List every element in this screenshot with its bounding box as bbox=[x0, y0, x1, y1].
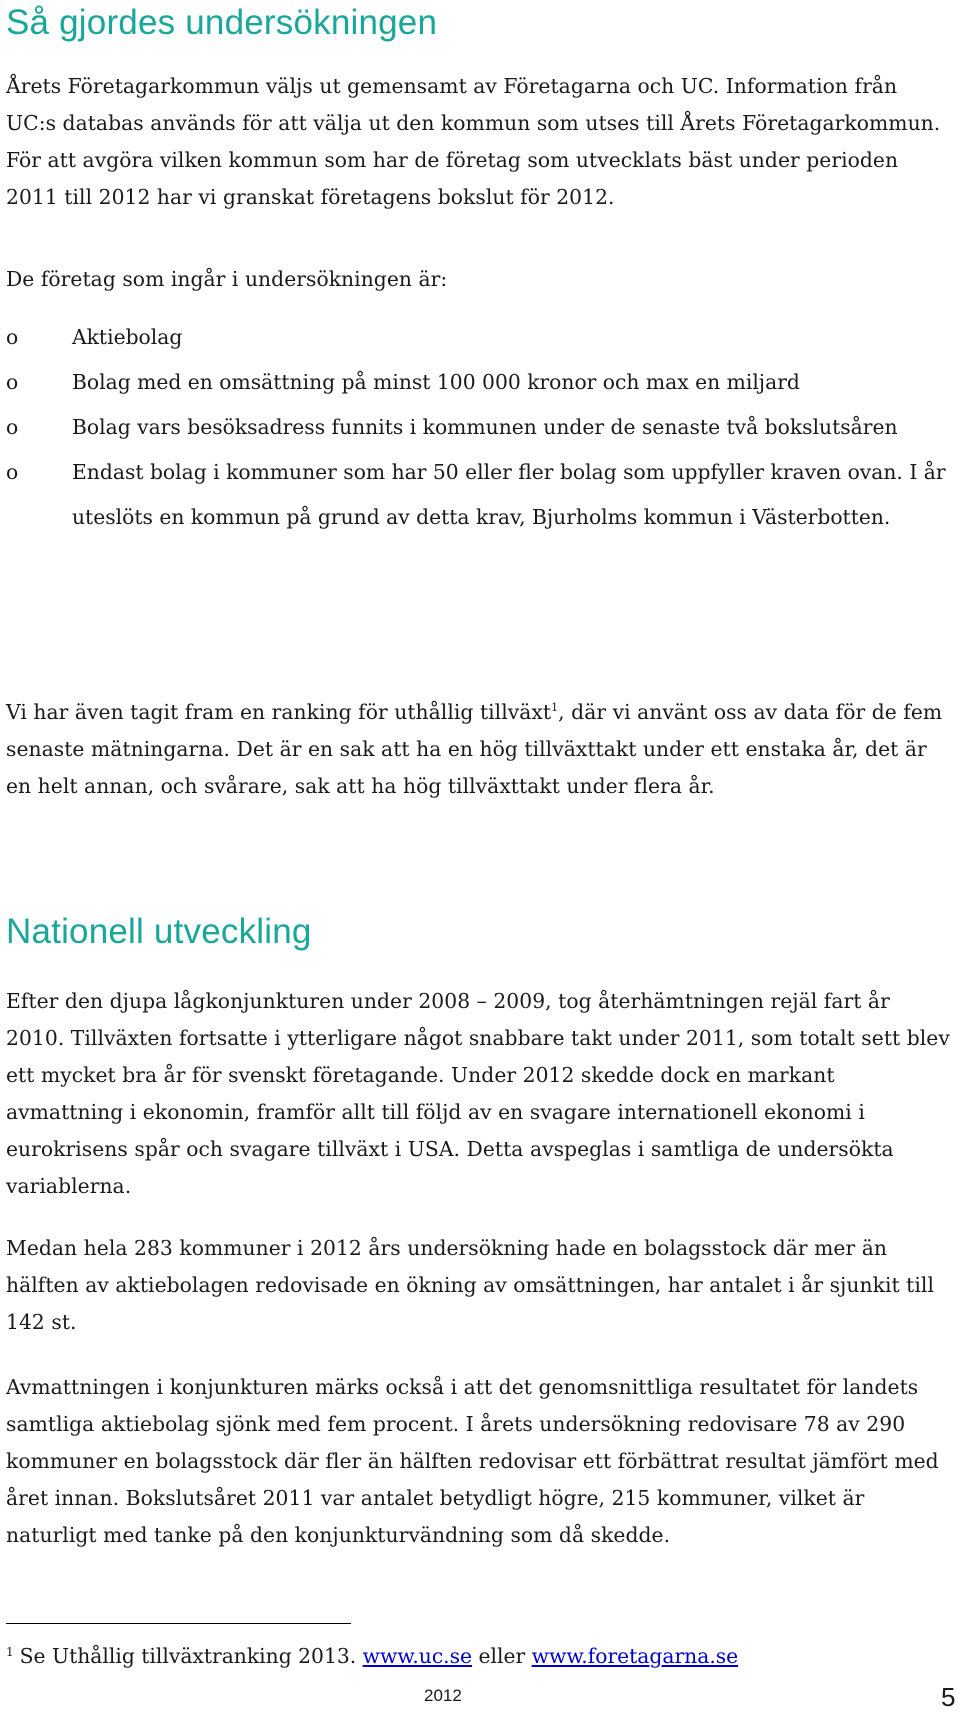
foretagarna-link[interactable]: www.foretagarna.se bbox=[531, 1644, 739, 1668]
ranking-paragraph: Vi har även tagit fram en ranking för uthållig tillväxt$^1$, där vi använt oss av data för de fem senaste mätningarna. Det är en sak att ha en hög tillväxttakt under ett enstaka år, det är en helt annan, och svårare, sak att ha hög tillväxttakt under flera år. bbox=[6, 700, 943, 798]
paragraph-revenue: Medan hela 283 kommuner i 2012 års undersökning hade en bolagsstock där mer än hälften av aktiebolagen redovisade en ökning av omsättningen, har antalet i år sjunkit till 142 st. bbox=[6, 1236, 934, 1334]
footnote-reference: 1 bbox=[551, 701, 559, 714]
bullet-marker: o bbox=[6, 460, 19, 484]
list-item: o Aktiebolag bbox=[6, 315, 951, 360]
paragraph-economy: Efter den djupa lågkonjunkturen under 2008 – 2009, tog återhämtningen rejäl fart år 2010. Tillväxten fortsatte i ytterligare något snabbare takt under 2011, som totalt sett blev ett mycket bra år för svenskt företagande. Under 2012 skedde dock en markant avmattning i ekonomin, framför allt till följd av en svagare internationell ekonomi i eurokrisens spår och svagare tillväxt i USA. Detta avspeglas i samtliga de undersökta variablerna. bbox=[6, 989, 950, 1198]
list-item: o Endast bolag i kommuner som har 50 eller fler bolag som uppfyller kraven ovan. I år uteslöts en kommun på grund av detta krav, Bjurholms kommun i Västerbotten. bbox=[6, 450, 951, 540]
uc-link[interactable]: www.uc.se bbox=[362, 1644, 473, 1668]
bullet-marker: o bbox=[6, 370, 19, 394]
footnote: $^1$ Se Uthållig tillväxtranking 2013. www.uc.se eller www.foretagarna.se bbox=[6, 1644, 739, 1668]
bullet-marker: o bbox=[6, 325, 19, 349]
page-number: 5 bbox=[941, 1682, 956, 1712]
paragraph-results: Avmattningen i konjunkturen märks också i att det genomsnittliga resultatet för landets samtliga aktiebolag sjönk med fem procent. I årets undersökning redovisare 78 av 290 kommuner en bolagsstock där fler än hälften redovisar ett förbättrat resultat jämfört med året innan. Bokslutsåret 2011 var antalet betydligt högre, 215 kommuner, vilket är naturligt med tanke på den konjunkturvändning som då skedde. bbox=[6, 1375, 939, 1547]
footer-year: 2012 bbox=[424, 1686, 462, 1705]
footnote-divider bbox=[6, 1623, 351, 1624]
footnote-marker: 1 bbox=[6, 1645, 14, 1659]
section-heading: Nationell utveckling bbox=[6, 912, 312, 951]
list-item: o Bolag vars besöksadress funnits i kommunen under de senaste två bokslutsåren bbox=[6, 405, 951, 450]
page-title: Så gjordes undersökningen bbox=[6, 3, 438, 42]
criteria-list bbox=[6, 315, 951, 540]
list-item: o Bolag med en omsättning på minst 100 000 kronor och max en miljard bbox=[6, 360, 951, 405]
list-intro: De företag som ingår i undersökningen är: bbox=[6, 267, 448, 291]
bullet-marker: o bbox=[6, 415, 19, 439]
intro-paragraph: Årets Företagarkommun väljs ut gemensamt av Företagarna och UC. Information från UC:s databas används för att välja ut den kommun som utses till Årets Företagarkommun. För att avgöra vilken kommun som har de företag som utvecklats bäst under perioden 2011 till 2012 har vi granskat företagens bokslut för 2012. bbox=[6, 74, 941, 209]
